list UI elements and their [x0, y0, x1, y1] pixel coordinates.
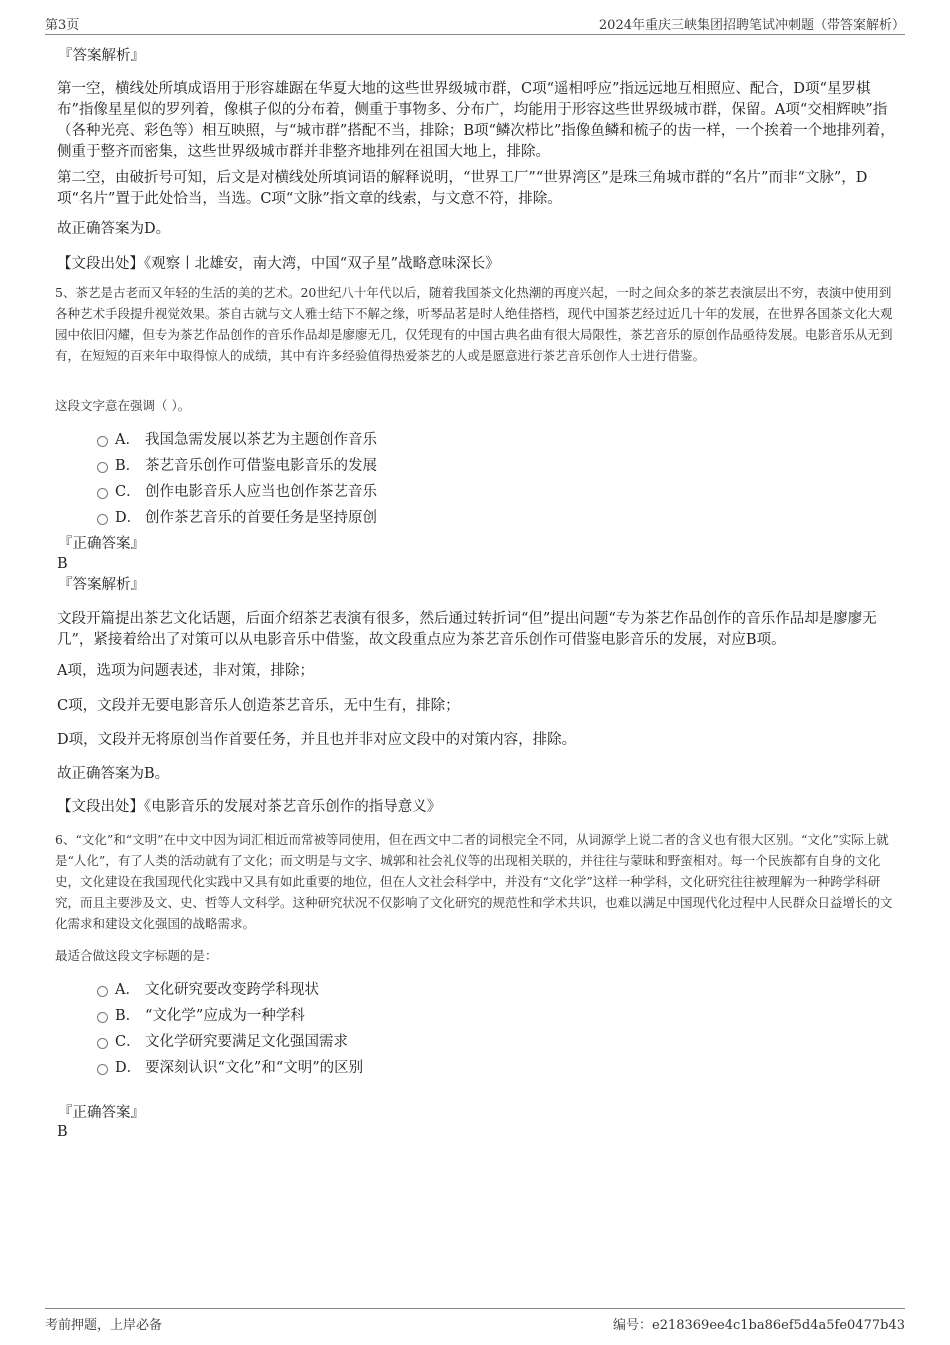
radio-icon[interactable]: [97, 1038, 108, 1049]
q6-question: 最适合做这段文字标题的是：: [55, 948, 218, 963]
q5-option-c[interactable]: C． 创作电影音乐人应当也创作茶艺音乐: [55, 479, 900, 505]
q5-option-d[interactable]: D． 创作茶艺音乐的首要任务是坚持原创: [55, 505, 900, 531]
page-header: [45, 12, 905, 35]
radio-icon[interactable]: [97, 462, 108, 473]
q5-final-answer: 故正确答案为B。: [57, 766, 170, 782]
q5-analysis-label: 『答案解析』: [58, 577, 145, 593]
q4-analysis-label: 『答案解析』: [58, 48, 145, 64]
q5-answer: B: [57, 556, 68, 572]
q5-options: [55, 427, 900, 531]
q5-analysis-p2: A项，选项为问题表述，非对策，排除；: [57, 663, 314, 679]
q6-answer: B: [57, 1124, 68, 1140]
q4-analysis-p2: 第二空，由破折号可知，后文是对横线处所填词语的解释说明，“世界工厂”“世界湾区”是珠三角城市群的“名片”而非“文脉”，D项“名片”置于此处恰当，当选。C项“文脉”指文章的线索，与文意不符，排除。: [57, 170, 868, 207]
radio-icon[interactable]: [97, 1064, 108, 1075]
q5-stem: 5、茶艺是古老而又年轻的生活的美的艺术。20世纪八十年代以后，随着我国茶文化热潮的再度兴起，一时之间众多的茶艺表演层出不穷，表演中使用到各种艺术手段提升视觉效果。茶自古就与文人雅士结下不解之缘，听琴品茗是时人绝佳搭档，现代中国茶艺经过近几十年的发展，在世界各国茶文化大观园中依旧闪耀，但专为茶艺作品创作的音乐作品却是廖廖无几，仅凭现有的中国古典名曲有很大局限性，茶艺音乐的原创作品亟待发展。电影音乐从无到有，在短短的百来年中取得惊人的成绩，其中有许多经验值得热爱茶艺的人或是愿意进行茶艺音乐创作人士进行借鉴。: [55, 285, 893, 363]
radio-icon[interactable]: [97, 514, 108, 525]
q4-analysis-p1: 第一空，横线处所填成语用于形容雄踞在华夏大地的这些世界级城市群，C项“遥相呼应”指远远地互相照应、配合，D项“星罗棋布”指像星星似的罗列着，像棋子似的分布着，侧重于事物多、分布广，均能用于形容这些世界级城市群，保留。A项“交相辉映”指（各种光亮、彩色等）相互映照，与“城市群”搭配不当，排除；B项“鳞次栉比”指像鱼鳞和梳子的齿一样，一个挨着一个地排列着，侧重于整齐而密集，这些世界级城市群并非整齐地排列在祖国大地上，排除。: [57, 81, 895, 160]
q5-analysis-p4: D项，文段并无将原创当作首要任务，并且也并非对应文段中的对策内容，排除。: [57, 732, 577, 748]
q6-options: [55, 977, 900, 1081]
q5-question: 这段文字意在强调（ ）。: [55, 398, 191, 413]
q5-analysis-p3: C项，文段并无要电影音乐人创造茶艺音乐，无中生有，排除；: [57, 698, 460, 714]
page-footer: [45, 1308, 905, 1331]
q6-option-a[interactable]: A． 文化研究要改变跨学科现状: [55, 977, 900, 1003]
q5-analysis-p1: 文段开篇提出茶艺文化话题，后面介绍茶艺表演有很多，然后通过转折词“但”提出问题“专为茶艺作品创作的音乐作品却是廖廖无几”，紧接着给出了对策可以从电影音乐中借鉴，故文段重点应为茶艺音乐创作可借鉴电影音乐的发展，对应B项。: [57, 611, 877, 648]
q6-option-d[interactable]: D． 要深刻认识“文化”和“文明”的区别: [55, 1055, 900, 1081]
q5-option-b[interactable]: B． 茶艺音乐创作可借鉴电影音乐的发展: [55, 453, 900, 479]
q6-option-b[interactable]: B． “文化学”应成为一种学科: [55, 1003, 900, 1029]
document-title: 2024年重庆三峡集团招聘笔试冲刺题（带答案解析）: [598, 18, 905, 33]
page-number: 第3页: [45, 18, 80, 33]
q5-source: 【文段出处】《电影音乐的发展对茶艺音乐创作的指导意义》: [57, 799, 442, 815]
radio-icon[interactable]: [97, 986, 108, 997]
radio-icon[interactable]: [97, 488, 108, 499]
document-code: 编号：e218369ee4c1ba86ef5d4a5fe0477b43: [613, 1318, 905, 1333]
q4-final-answer: 故正确答案为D。: [57, 221, 171, 237]
q6-stem: 6、“文化”和“文明”在中文中因为词汇相近而常被等同使用，但在西文中二者的词根完全不同，从词源学上说二者的含义也有很大区别。“文化”实际上就是“人化”，有了人类的活动就有了文化；而文明是与文字、城郭和社会礼仪等的出现相关联的，并往往与蒙昧和野蛮相对。每一个民族都有自身的文化史，文化建设在我国现代化实践中又具有如此重要的地位，但在人文社会科学中，并没有“文化学”这样一种学科，文化研究往往被理解为一种跨学科研究，而且主要涉及文、史、哲等人文科学。这种研究状况不仅影响了文化研究的规范性和学术共识，也难以满足中国现代化过程中人民群众日益增长的文化需求和建设文化强国的战略需求。: [55, 832, 893, 931]
q6-option-c[interactable]: C． 文化学研究要满足文化强国需求: [55, 1029, 900, 1055]
radio-icon[interactable]: [97, 1012, 108, 1023]
q4-source: 【文段出处】《观察丨北雄安，南大湾，中国“双子星”战略意味深长》: [57, 256, 500, 272]
q5-answer-label: 『正确答案』: [58, 536, 145, 552]
radio-icon[interactable]: [97, 436, 108, 447]
q6-answer-label: 『正确答案』: [58, 1105, 145, 1121]
footer-slogan: 考前押题，上岸必备: [45, 1318, 163, 1333]
q5-option-a[interactable]: A． 我国急需发展以茶艺为主题创作音乐: [55, 427, 900, 453]
